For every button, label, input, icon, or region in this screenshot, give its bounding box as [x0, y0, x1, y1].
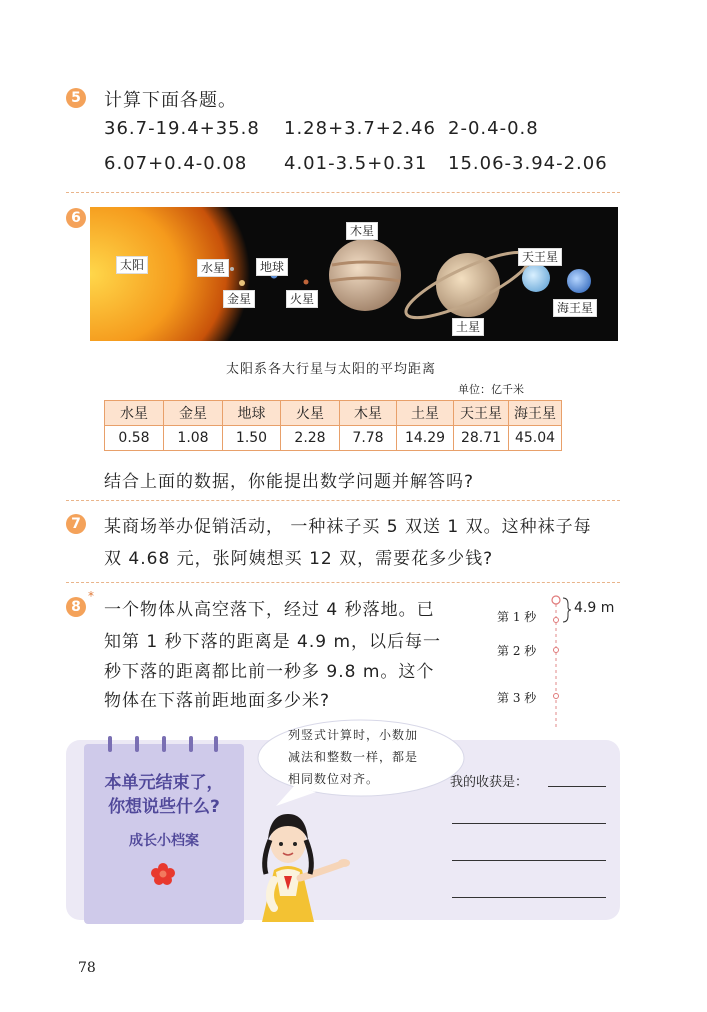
- page-number: 78: [78, 960, 96, 976]
- expression-5: 4.01-3.5+0.31: [284, 153, 428, 174]
- label-neptune: 海王星: [553, 299, 597, 317]
- answer-line: [452, 860, 606, 861]
- table-header-row: [105, 401, 562, 426]
- label-earth: 地球: [256, 258, 288, 276]
- label-saturn: 土星: [452, 318, 484, 336]
- answer-line: [548, 786, 606, 787]
- label-mercury: 水星: [197, 259, 229, 277]
- table-unit: 单位：亿千米: [458, 383, 524, 396]
- solar-system-image: [90, 207, 618, 341]
- question-8-line-1: 一个物体从高空落下，经过 4 秒落地。已: [104, 600, 435, 620]
- expression-1: 36.7-19.4+35.8: [104, 118, 260, 139]
- label-venus: 金星: [223, 290, 255, 308]
- label-jupiter: 木星: [346, 222, 378, 240]
- question-5-badge: 5: [66, 88, 86, 108]
- header-cell: 金星: [164, 401, 223, 426]
- binder-ring: [214, 736, 218, 752]
- divider: [66, 500, 620, 501]
- table-row: [105, 426, 562, 451]
- question-7-line-2: 双 4.68 元，张阿姨想买 12 双，需要花多少钱?: [104, 549, 494, 569]
- table-cell: 1.50: [223, 426, 281, 451]
- table-cell: 2.28: [281, 426, 340, 451]
- question-8-line-2: 知第 1 秒下落的距离是 4.9 m，以后每一: [104, 632, 442, 652]
- table-cell: 14.29: [397, 426, 454, 451]
- table-title: 太阳系各大行星与太阳的平均距离: [225, 362, 436, 377]
- header-cell: 土星: [397, 401, 454, 426]
- question-6-prompt: 结合上面的数据，你能提出数学问题并解答吗?: [104, 472, 475, 492]
- binder-ring: [189, 736, 193, 752]
- table-cell: 7.78: [340, 426, 397, 451]
- expression-3: 2-0.4-0.8: [448, 118, 539, 139]
- binder-ring: [135, 736, 139, 752]
- answer-line: [452, 897, 606, 898]
- question-8-line-4: 物体在下落前距地面多少米?: [104, 691, 331, 711]
- binder-ring: [162, 736, 166, 752]
- question-7-badge: 7: [66, 514, 86, 534]
- divider: [66, 192, 620, 193]
- card-line-2: 你想说些什么?: [108, 797, 220, 817]
- label-mars: 火星: [286, 290, 318, 308]
- question-8-line-3: 秒下落的距离都比前一秒多 9.8 m。这个: [104, 662, 435, 682]
- card-subtitle: 成长小档案: [129, 833, 199, 849]
- header-cell: 木星: [340, 401, 397, 426]
- table-cell: 45.04: [509, 426, 562, 451]
- header-cell: 火星: [281, 401, 340, 426]
- second-1-label: 第 1 秒: [497, 610, 537, 624]
- question-5-title: 计算下面各题。: [104, 90, 237, 111]
- girl-illustration: [244, 800, 354, 922]
- tip-line-1: 列竖式计算时，小数加: [288, 728, 419, 742]
- flower-icon: [150, 862, 176, 886]
- second-3-label: 第 3 秒: [497, 691, 537, 705]
- second-2-label: 第 2 秒: [497, 644, 537, 658]
- header-cell: 地球: [223, 401, 281, 426]
- label-uranus: 天王星: [518, 248, 562, 266]
- header-cell: 天王星: [454, 401, 509, 426]
- question-7-line-1: 某商场举办促销活动， 一种袜子买 5 双送 1 双。这种袜子每: [104, 517, 592, 537]
- label-sun: 太阳: [116, 256, 148, 274]
- expression-2: 1.28+3.7+2.46: [284, 118, 436, 139]
- tip-line-3: 相同数位对齐。: [288, 772, 380, 786]
- distance-table: [104, 400, 562, 451]
- card-line-1: 本单元结束了，: [104, 773, 224, 793]
- challenge-star: *: [88, 589, 94, 603]
- harvest-label: 我的收获是：: [450, 775, 529, 790]
- table-cell: 1.08: [164, 426, 223, 451]
- tip-line-2: 减法和整数一样，都是: [288, 750, 419, 764]
- divider: [66, 582, 620, 583]
- question-6-badge: 6: [66, 208, 86, 228]
- answer-line: [452, 823, 606, 824]
- question-8-badge: 8: [66, 597, 86, 617]
- header-cell: 水星: [105, 401, 164, 426]
- expression-6: 15.06-3.94-2.06: [448, 153, 608, 174]
- binder-ring: [108, 736, 112, 752]
- header-cell: 海王星: [509, 401, 562, 426]
- distance-label: 4.9 m: [574, 600, 615, 616]
- expression-4: 6.07+0.4-0.08: [104, 153, 248, 174]
- table-cell: 0.58: [105, 426, 164, 451]
- table-cell: 28.71: [454, 426, 509, 451]
